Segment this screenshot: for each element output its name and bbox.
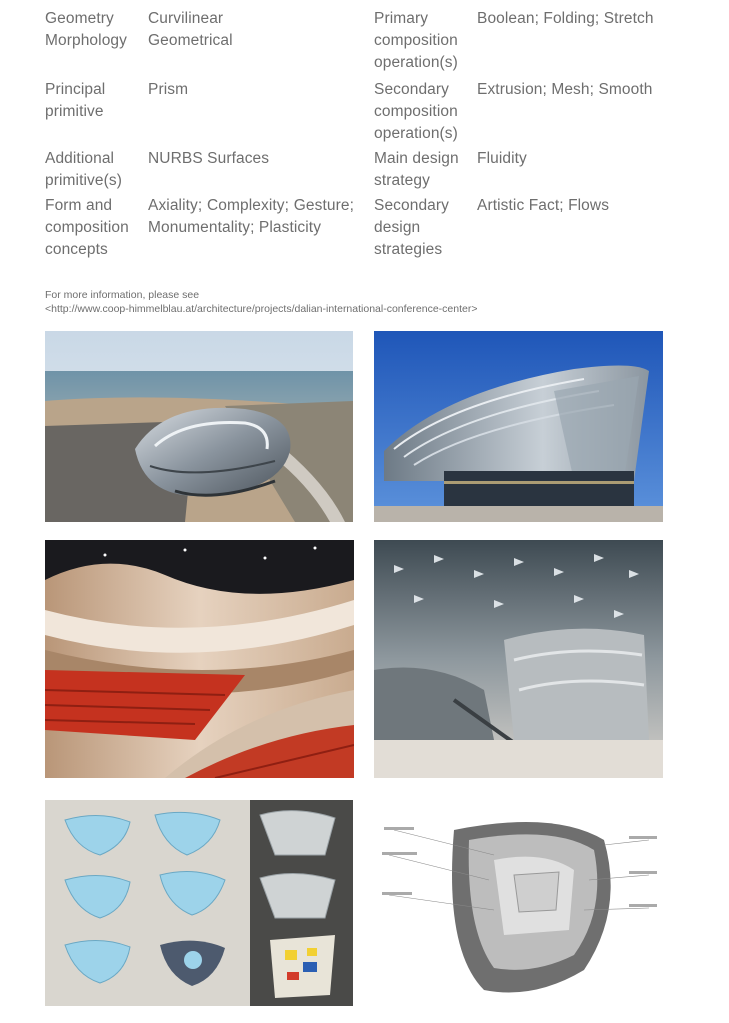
reference-link[interactable]: <http://www.coop-himmelblau.at/architecture/projects/dalian-international-conference-center> bbox=[45, 303, 478, 315]
value-geometry-morphology: Curvilinear Geometrical bbox=[148, 10, 233, 49]
diagram-building-section bbox=[374, 800, 663, 1006]
value-main-design-strategy: Fluidity bbox=[477, 150, 527, 167]
label-form-concepts: Form and composition concepts bbox=[45, 197, 129, 258]
value-secondary-composition: Extrusion; Mesh; Smooth bbox=[477, 81, 653, 98]
photo-interior-foyer bbox=[374, 540, 663, 778]
label-secondary-composition: Secondary composition operation(s) bbox=[374, 81, 458, 142]
value-additional-primitives: NURBS Surfaces bbox=[148, 150, 270, 167]
label-geometry-morphology: Geometry Morphology bbox=[45, 10, 127, 49]
value-principal-primitive: Prism bbox=[148, 81, 189, 98]
value-secondary-design-strategies: Artistic Fact; Flows bbox=[477, 197, 610, 214]
value-primary-composition: Boolean; Folding; Stretch bbox=[477, 10, 654, 27]
reference-note bbox=[45, 288, 477, 316]
label-additional-primitives: Additional primitive(s) bbox=[45, 150, 122, 189]
label-primary-composition: Primary composition operation(s) bbox=[374, 10, 458, 71]
reference-note-intro: For more information, please see bbox=[45, 289, 200, 301]
label-secondary-design-strategies: Secondary design strategies bbox=[374, 197, 450, 258]
photo-study-models bbox=[45, 800, 353, 1006]
photo-aerial-view bbox=[45, 331, 353, 522]
label-main-design-strategy: Main design strategy bbox=[374, 150, 459, 189]
value-form-concepts: Axiality; Complexity; Gesture; Monumentality; Plasticity bbox=[148, 197, 354, 236]
photo-exterior-facade bbox=[374, 331, 663, 522]
photo-auditorium bbox=[45, 540, 354, 778]
label-principal-primitive: Principal primitive bbox=[45, 81, 106, 120]
